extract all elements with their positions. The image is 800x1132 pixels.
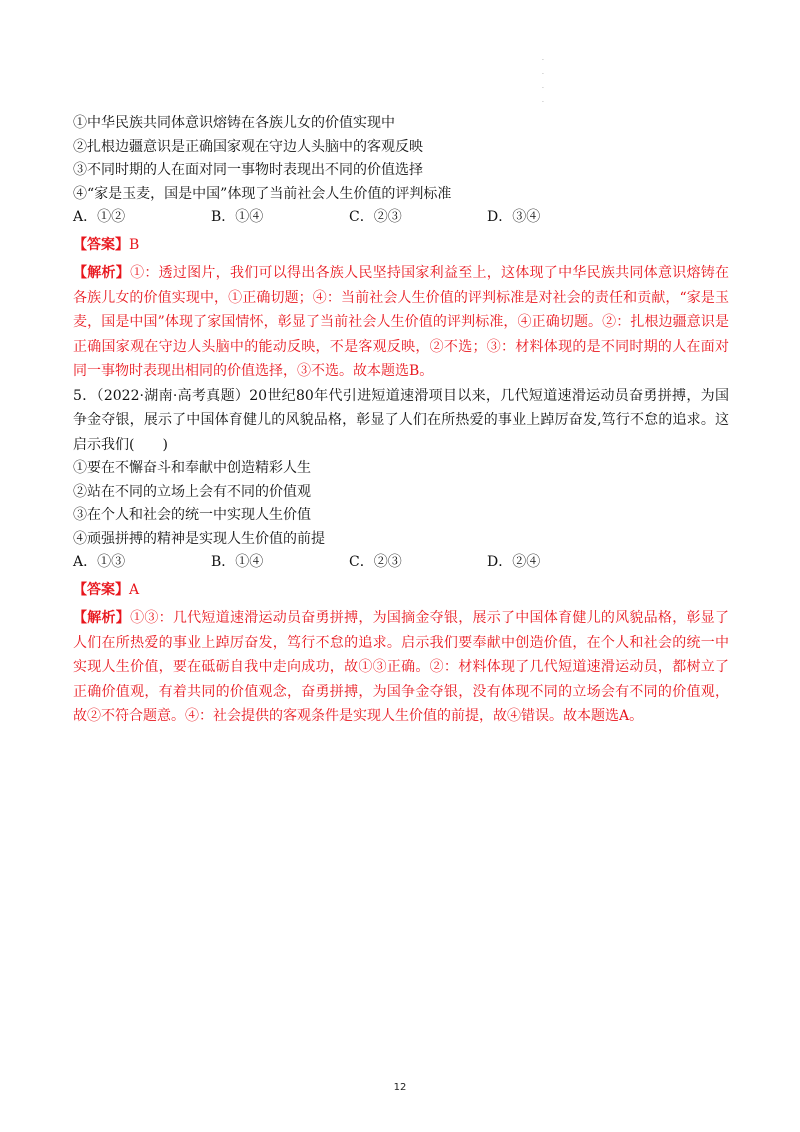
q5-option-b: B．①④: [211, 554, 264, 570]
header-dot: .: [542, 83, 544, 90]
q4-answer-label: 【答案】: [73, 236, 129, 253]
q5-options: [73, 551, 729, 575]
q5-stem: 5．（2022·湖南·高考真题）20世纪80年代引进短道速滑项目以来，几代短道速滑运动员奋勇拼搏，为国争金夺银，展示了中国体育健儿的风貌品格，彰显了人们在所热爱的事业上踔厉奋发,笃行不怠的追求。这启示我们( ): [73, 387, 729, 453]
document-body: [73, 112, 729, 729]
q4-answer: [73, 234, 729, 258]
q4-option-b: B．①④: [211, 209, 264, 225]
q5-option-c: C．②③: [349, 554, 402, 570]
q5-answer: [73, 579, 729, 603]
q5-statement-3: ③在个人和社会的统一中实现人生价值: [73, 507, 311, 523]
q5-analysis-text: ①③：几代短道速滑运动员奋勇拼搏，为国摘金夺银，展示了中国体育健儿的风貌品格，彰显了人们在所热爱的事业上踔厉奋发，笃行不怠的追求。启示我们要奉献中创造价值，在个人和社会的统一中实现人生价值，要在砥砺自我中走向成功，故①③正确。②：材料体现了几代短道速滑运动员，都树立了正确价值观，有着共同的价值观念，奋勇拼搏，为国争金夺银，没有体现不同的立场会有不同的价值观，故②不符合题意。④：社会提供的客观条件是实现人生价值的前提，故④错误。故本题选A。: [73, 610, 730, 724]
q5-answer-label: 【答案】: [73, 581, 129, 598]
q5-statement-1: ①要在不懈奋斗和奉献中创造精彩人生: [73, 460, 311, 476]
header-dot: .: [542, 97, 544, 104]
q5-option-a: A．①③: [73, 554, 126, 570]
q4-option-d: D．③④: [487, 209, 541, 225]
q4-analysis-text: ①：透过图片，我们可以得出各族人民坚持国家利益至上，这体现了中华民族共同体意识熔铸在各族儿女的价值实现中，①正确切题；④：当前社会人生价值的评判标准是对社会的责任和贡献，“家是玉麦，国是中国”体现了家国情怀，彰显了当前社会人生价值的评判标准，④正确切题。②：扎根边疆意识是正确国家观在守边人头脑中的能动反映，不是客观反映，②不选；③：材料体现的是不同时期的人在面对同一事物时表现出相同的价值选择，③不选。故本题选B。: [73, 265, 730, 379]
q4-analysis-label: 【解析】: [73, 265, 131, 281]
q5-statement-2: ②站在不同的立场上会有不同的价值观: [73, 483, 311, 500]
q4-answer-value: B: [129, 236, 140, 253]
q5-analysis: [73, 606, 729, 729]
q4-option-c: C．②③: [349, 209, 402, 225]
q4-analysis: [73, 261, 729, 384]
q5-option-d: D．②④: [487, 554, 541, 570]
header-dot: .: [542, 69, 544, 76]
q4-options: [73, 206, 729, 230]
q4-statement-3: ③不同时期的人在面对同一事物时表现出不同的价值选择: [73, 162, 423, 178]
q4-block: [73, 112, 729, 384]
q5-statement-4: ④顽强拼搏的精神是实现人生价值的前提: [73, 530, 325, 547]
q5-analysis-label: 【解析】: [73, 610, 131, 626]
page-number: 12: [393, 1082, 407, 1093]
q4-statement-1: ①中华民族共同体意识熔铸在各族儿女的价值实现中: [73, 115, 395, 131]
q4-option-a: A．①②: [73, 209, 126, 225]
header-dot: .: [542, 55, 544, 62]
q4-statement-4: ④“家是玉麦，国是中国”体现了当前社会人生价值的评判标准: [73, 185, 452, 202]
header-dots: [542, 52, 546, 108]
q5-block: [73, 384, 729, 729]
q5-answer-value: A: [129, 581, 140, 598]
q4-statement-2: ②扎根边疆意识是正确国家观在守边人头脑中的客观反映: [73, 138, 423, 155]
